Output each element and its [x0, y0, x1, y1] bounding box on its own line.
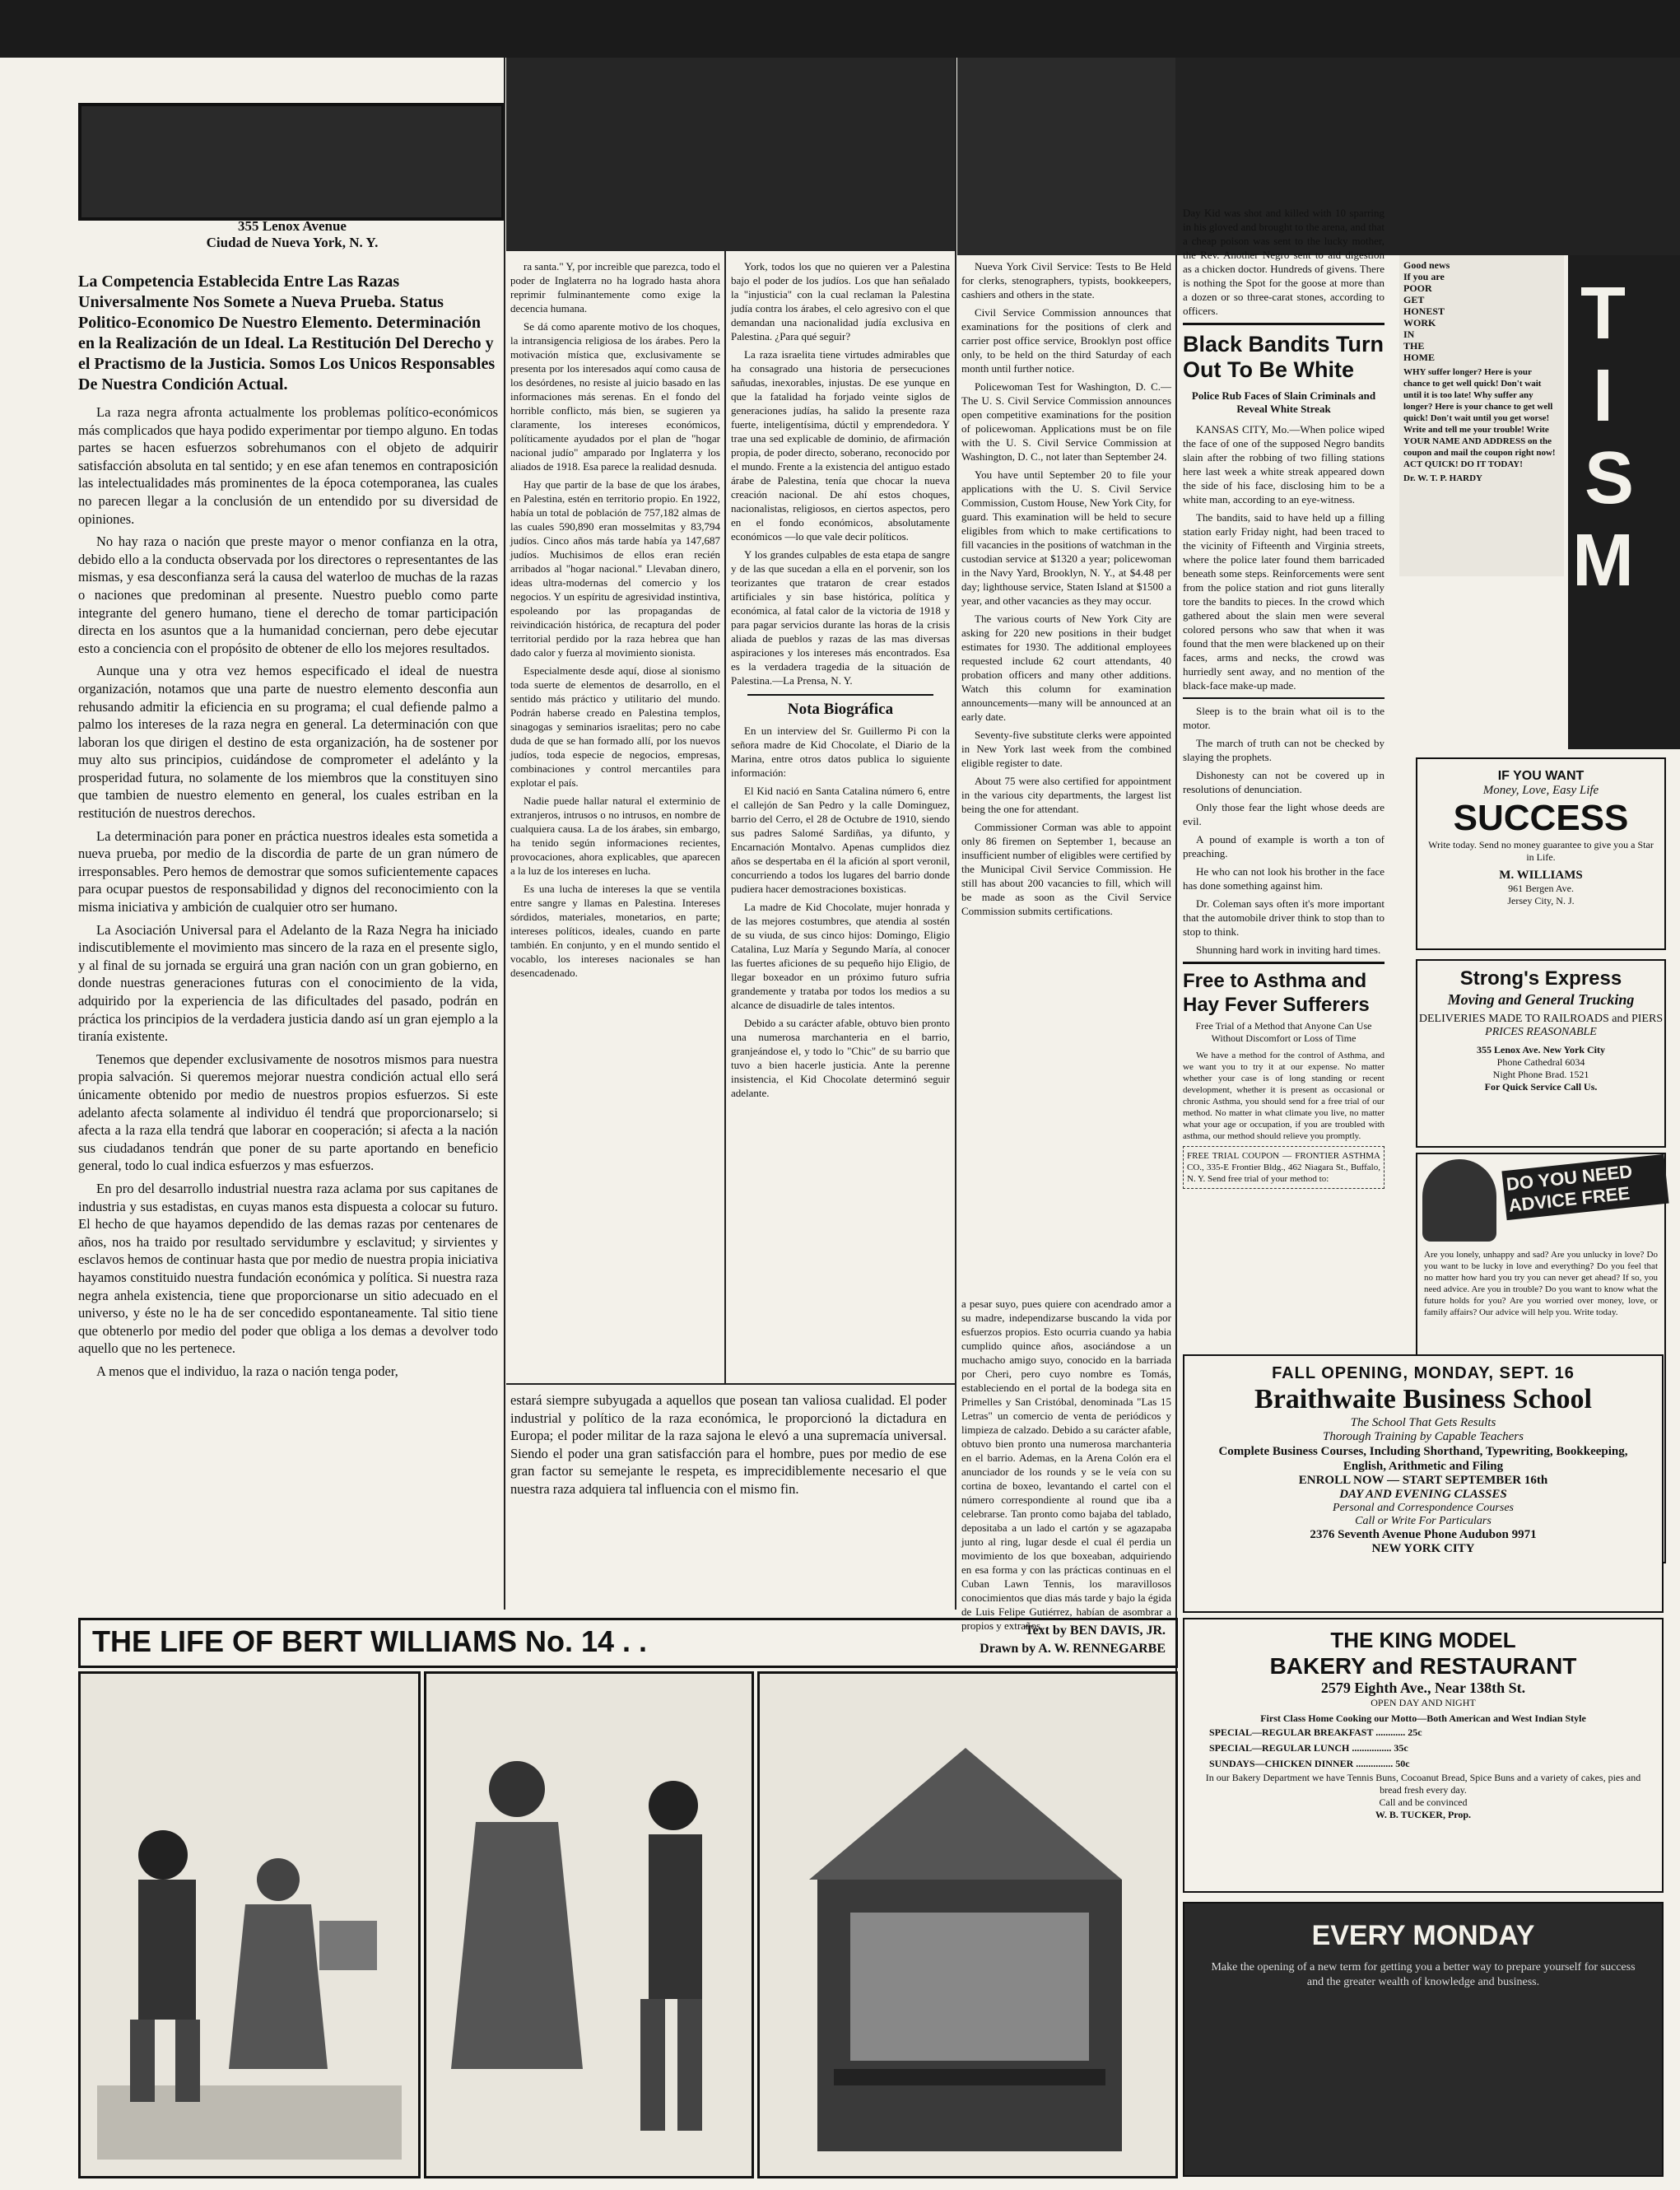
- article-paragraph: a pesar suyo, pues quiere con acendrado amor a su madre, independizarse buscando la vida por esfuerzos propios. Esto ocurria cuando ya habia cumplido quince años, asociándose a un muchacho amigo suyo, conocido en la barriada por Cheri, pero cuyo nombre es Tomás, estableciendo en el portal de la bodega sita en Primelles y San Cristóbal, denominada "Las 15 Letras" un comercio de venta de periódicos y limpieza de calzado. Debido a su carácter afable, obtuvo bien pronto una numerosa marchanteria en el barrio. Ademas, en la Arena Colón era el anunciador de los rounds y se le veía con su cortina de boxeo, levantando el cartel con el número correspondiente al round que iba a celebrarse. Tan pronto como bajaba del tablado, depositaba a un lado el cartón y se agazapaba junto al ring, lugar desde el cual él perdia un movimiento de los que boxeaban, adquiriendo en esa forma y con las prácticas continuas en el Cuban Lawn Tennis, los maravillosos conocimientos que dias más tarde y bajo la égida de Luis Felipe Gutiérrez, habían de asombrar a propios y extraños.: [961, 1298, 1171, 1632]
- article-paragraph: Policewoman Test for Washington, D. C.—The U. S. Civil Service Commission announces open competitive examinations for the position of policewoman. Applications must be on file with the U. S. Civil Service Commission at Washington, D. C., not later than September 24.: [961, 380, 1171, 463]
- article-paragraph: Tenemos que depender exclusivamente de nosotros mismos para nuestra propia salvación. Si queremos mejorar nuestra condición actual ello será únicamente obtenido por medio de nuestros propios esfuerzos. Si este adelanto afecta solamente al individuo él tendrá que proporcionarselo; si afecta a la raza ella tendrá que laborar en cooperación; si afecta a la nación sus ciudadanos tendrán que poner de su parte aportando en beneficio general, todo lo cual indica esfuerzos y mas esfuerzos.: [78, 1051, 498, 1174]
- success-big: SUCCESS: [1453, 798, 1629, 838]
- comic-title-bar: [78, 1618, 1178, 1668]
- success-body: Write today. Send no money guarantee to give you a Star in Life.: [1428, 839, 1654, 863]
- tism-letter: S: [1585, 437, 1635, 520]
- success-mid: Money, Love, Easy Life: [1482, 784, 1599, 797]
- article-paragraph: The various courts of New York City are asking for 220 new positions in their budget estimates for 1930. The additional employees requested include 62 court attendants, 40 probation officers and many other additions. Watch this column for examination announcements—many will be announced at an early date.: [961, 613, 1171, 723]
- article-paragraph: KANSAS CITY, Mo.—When police wiped the face of one of the supposed Negro bandits slain after the robbing of two filling stations here last week a white streak appeared down the side of his face, disclosing him to be a white man, according to an eye-witness.: [1183, 423, 1384, 506]
- article-paragraph: The bandits, said to have held up a filling station early Friday night, had been traced to the vicinity of Fifteenth and Virginia streets, where the police later found them barricaded beneath some steps. Reinforcements were sent from the police station and riot guns literally tore the bandits to pieces. In the crowd which gathered about the slain men were several colored persons who saw that when it was found that the men were blackened up on their faces, arms and necks, the crowd was hurriedly sent away, and no mention of the black-face make-up made.: [1183, 511, 1384, 692]
- article-paragraph: ra santa." Y, por increible que parezca, todo el poder de Inglaterra no ha logrado hasta ahora reprimir fulminantemente como exige la decencia humana.: [510, 260, 720, 315]
- braithwaite-name: Braithwaite Business School: [1254, 1384, 1592, 1414]
- article-paragraph: Aunque una y otra vez hemos especificado el ideal de nuestra organización, notamos que una parte de nuestro elemento desconfia aun rehusando admitir la eficiencia en su programa; el cual defiende palmo a palmo los intereses de la raza negra en general. La determinación con que laboran los que dirigen el destino de esta organización, ha de sostener por muy alto sus principios, cuidándose de comprometer el adelánto y la prosperidad futura, no solamente de los miembros que la constituyen sino que tambien de nuestro elemento en general, los cuales estriban en la restitución de nuestros derechos.: [78, 663, 498, 822]
- article-paragraph: La raza negra afronta actualmente los problemas político-económicos más complicados que haya podido experimentar por tiempo alguno. En todas partes se hacen esfuerzos sobrehumanos con el objeto de adquirir satisfacción absoluta en tal sentido; y en ese afan tenemos en contraposición las intelectualidades más prominentes de la época cotemporanea, las cuales no parecen llegar a la conclusión de un entendido por su diversidad de opiniones.: [78, 404, 498, 527]
- masthead: [78, 218, 506, 251]
- masthead-address: 355 Lenox Avenue: [238, 218, 347, 234]
- article-paragraph: La Asociación Universal para el Adelanto de la Raza Negra ha iniciado indiscutiblemente el movimiento mas sincero de la raza en el presente siglo, y al final de su jornada se erguirá una gran nación con un gran gobierno, en donde nuestras generaciones futuras con el conocimiento de la vida, adquirido por la experiencia de las dificultades del pasado, podrán en práctica los principios de la verdadera justicia dando así un gran ejemplo a la tiranía existente.: [78, 921, 498, 1045]
- king-model-ad: [1183, 1618, 1664, 1893]
- braithwaite-enroll: ENROLL NOW — START SEPTEMBER 16th: [1298, 1474, 1548, 1487]
- divider: [1183, 697, 1384, 699]
- success-addr: 961 Bergen Ave.: [1508, 883, 1574, 894]
- comic-drawing: [760, 1674, 1175, 2176]
- palestine-continued: [731, 259, 950, 1379]
- article-paragraph: En un interview del Sr. Guillermo Pi con la señora madre de Kid Chocolate, el Diario de la Marina, entre otros datos publica lo siguiente información:: [731, 725, 950, 779]
- monday-body: Make the opening of a new term for getting you a better way to prepare yourself for success and the greater wealth of knowledge and business.: [1211, 1961, 1636, 1988]
- king-open: OPEN DAY AND NIGHT: [1371, 1697, 1476, 1708]
- king-title: BAKERY and RESTAURANT: [1269, 1653, 1577, 1679]
- article-paragraph: York, todos los que no quieren ver a Palestina bajo el poder de los judíos. Los que han señalado la "injusticia" con la cual reclaman la Palestina judía contra los árabes, el celo agresivo con el que demandan una nacionalidad judía exclusiva en Palestina. ¿Para qué seguir?: [731, 260, 950, 342]
- lead-article-end: [510, 1391, 947, 1614]
- article-paragraph: Seventy-five substitute clerks were appointed in New York last week from the combined eligible register to date.: [961, 729, 1171, 769]
- article-paragraph: Commissioner Corman was able to appoint only 86 firemen on September 1, because an insufficient number of eligibles were certified by the Municipal Civil Service Commission. He still has about 200 vacancies to fill, which will be made as soon as the Civil Service Commission submits certifications.: [961, 821, 1171, 917]
- braithwaite-tag: Thorough Training by Capable Teachers: [1323, 1430, 1524, 1443]
- strongs-line: PRICES REASONABLE: [1485, 1026, 1597, 1038]
- strongs-quick: For Quick Service Call Us.: [1484, 1081, 1598, 1093]
- masthead-city: Ciudad de Nueva York, N. Y.: [206, 235, 379, 250]
- faded-column-top: [957, 58, 1175, 255]
- ad-line: HONEST: [1403, 305, 1445, 317]
- ad-line: IN: [1403, 328, 1415, 340]
- strongs-phone: Night Phone Brad. 1521: [1492, 1069, 1589, 1080]
- civil-service-article: [961, 259, 1171, 1297]
- king-menu-item: SPECIAL—REGULAR BREAKFAST ............ 25c: [1209, 1726, 1422, 1738]
- article-paragraph: estará siempre subyugada a aquellos que posean tan valiosa cualidad. El poder industrial y político de la raza económica, le proporcionó la dictadura en Europa; el poder militar de la raza sajona le elevó a una supremacía universal. Siendo el poder una gran satisfacción para el hombre, pues por medio de ese gran factor su semejante le respeta, es imprecidiblemente necesario el que nuestra raza adquiera tal influencia con el mismo fin.: [510, 1392, 947, 1497]
- comic-credit: Text by BEN DAVIS, JR.: [1025, 1624, 1166, 1638]
- king-call: Call and be convinced: [1379, 1796, 1468, 1808]
- king-addr: 2579 Eighth Ave., Near 138th St.: [1320, 1680, 1526, 1696]
- lead-headline: La Competencia Establecida Entre Las Razas Universalmente Nos Somete a Nueva Prueba. Status Politico-Economico De Nuestro Elemento. Determinación en la Realización de un Ideal. La Restitución Del Derecho y el Practismo de la Justicia. Somos Los Unicos Responsables De Nuestra Condición Actual.: [78, 273, 496, 394]
- asthma-body: We have a method for the control of Asthma, and we want you to try it at our expense. No matter whether your case is of long standing or recent development, whether it is present as occasional or chronic Asthma, you should send for a free trial of our method. No matter in what climate you live, no matter what your age or occupation, if you are troubled with asthma, our method should relieve you promptly.: [1183, 1051, 1384, 1141]
- turbaned-figure-icon: [1422, 1159, 1496, 1242]
- comic-drawing: [426, 1674, 752, 2176]
- ad-line: POOR: [1403, 282, 1432, 294]
- advice-banner: DO YOU NEED ADVICE FREE: [1501, 1154, 1668, 1220]
- proverb: Dishonesty can not be covered up in resolutions of denunciation.: [1183, 769, 1384, 795]
- tism-letter: T: [1580, 273, 1626, 355]
- braithwaite-addr: 2376 Seventh Avenue Phone Audubon 9971: [1310, 1528, 1537, 1541]
- article-paragraph: Hay que partir de la base de que los árabes, en Palestina, estén en territorio propio. En 1922, había un total de población de 757,182 almas de las cuales 590,890 eran mosselmitas y 83,794 judíos. Cinco años más tarde había ya 147,687 judíos. Muchisimos de ellos eran recién arribados al "hogar nacional." Llevaban dinero, ideas ultra-modernas del comercio y los negocios. Y un espíritu de agresividad instintiva, espoleando por las propagandas de reivindicación histórica, de recaptura del poder territorial perdido por la raza hebrea que han dado calor y fuerza al movimiento sionista.: [510, 478, 720, 659]
- braithwaite-tag: The School That Gets Results: [1350, 1416, 1496, 1429]
- comic-panel-3: [757, 1671, 1178, 2178]
- article-paragraph: No hay raza o nación que preste mayor o menor confianza en la otra, debido ello a la conducta observada por los directores o representantes de las mismas, y esa desconfianza será la causa del waterloo de muchas de la razas o naciones que predominan al presente. Nuestro pueblo como parte integrante del genero humano, tiene el derecho de tomar participación directa en los asuntos que a la humanidad conciernan, pero debe ejecutar esto a conciencia con el propósito de obtener de ello los mejores resultados.: [78, 534, 498, 656]
- article-paragraph: La madre de Kid Chocolate, mujer honrada y de las mejores costumbres, que atendia al sostén de su viuda, de sus cinco hijos: Domingo, Eligio Catalina, Luz María y Segundo María, al conocer las fuertes aficiones de su pequeño hijo Eligio, de llegar boxeador en un próximo futuro sufria grandemente y trataba por todos los medios a su alcance de disuadirle de tales intentos.: [731, 901, 950, 1011]
- monday-title: EVERY MONDAY: [1311, 1920, 1535, 1951]
- asthma-headline: Free to Asthma and Hay Fever Sufferers: [1183, 970, 1370, 1016]
- top-ad-text: [1403, 259, 1560, 580]
- tism-letter: M: [1572, 520, 1634, 602]
- comic-panel-1: [78, 1671, 421, 2178]
- article-paragraph: Especialmente desde aquí, diose al sionismo toda suerte de elementos de desarrollo, en el sentido más práctico y utilitario del mundo. Podrán haberse creado en Palestina templos, sinagogas y seminarios israelitas; pero no cabe duda de que se han formado allí, por los nuevos judíos, toda especie de negocios, empresas, combinaciones y control mercantiles para explotar el país.: [510, 664, 720, 789]
- braithwaite-top: FALL OPENING, MONDAY, SEPT. 16: [1272, 1364, 1575, 1382]
- success-addr: Jersey City, N. J.: [1507, 895, 1575, 906]
- success-ad: [1416, 757, 1666, 950]
- article-paragraph: Y los grandes culpables de esta etapa de sangre y de las que sucedan a ella en el porvenir, son los teorizantes que trataron de crear estados artificiales y sin base histórica, política y económica, al fatal calor de la victoria de 1918 y para pagar servicios durante las horas de la crisis aliada de pueblos y razas de las mas diversas aspiraciones y los intereses más encontrados. Esa es la verdadera tragedia de la situación de Palestina.—La Prensa, N. Y.: [731, 548, 950, 687]
- column-rule: [724, 58, 726, 1383]
- braithwaite-classes: DAY AND EVENING CLASSES: [1339, 1488, 1507, 1501]
- divider: [1183, 962, 1384, 964]
- divider: [747, 694, 933, 696]
- ad-line: THE: [1403, 340, 1425, 352]
- king-menu-item: SUNDAYS—CHICKEN DINNER ............... 50c: [1209, 1758, 1410, 1769]
- braithwaite-corr: Personal and Correspondence Courses: [1333, 1502, 1514, 1514]
- every-monday-ad: [1183, 1902, 1664, 2177]
- faded-column-top: [506, 58, 955, 251]
- ad-line: WORK: [1403, 317, 1436, 328]
- king-cooking: First Class Home Cooking our Motto—Both American and West Indian Style: [1260, 1712, 1586, 1724]
- lead-article: [78, 272, 498, 1385]
- braithwaite-city: NEW YORK CITY: [1371, 1542, 1475, 1555]
- braithwaite-call: Call or Write For Particulars: [1355, 1515, 1492, 1527]
- divider: [1183, 323, 1384, 325]
- comic-panel-2: [424, 1671, 754, 2178]
- article-paragraph: Civil Service Commission announces that examinations for the positions of clerk and carrier post office service, Brooklyn post office only, to be held on the third Saturday of each month until further notice.: [961, 306, 1171, 375]
- asthma-subhead: Free Trial of a Method that Anyone Can Use Without Discomfort or Loss of Time: [1195, 1020, 1372, 1044]
- palestine-article: [510, 259, 720, 1379]
- top-ad-signer: Dr. W. T. P. HARDY: [1403, 473, 1482, 483]
- proverb: The march of truth can not be checked by slaying the prophets.: [1183, 737, 1384, 763]
- article-paragraph: La raza israelita tiene virtudes admirables que ha consagrado una historia de persecuciones sañudas, inexorables, injustas. De ese yunque en que la fatalidad ha forjado veinte siglos de generaciones judías, ha salido la presente raza fuerte, inteligentísima, dúctil y emprendedora. Y trae una sed explicable de dominio, de afirmación propia, de poder directo, soberano, reconocido por el mundo. Frente a la existencia del antiguo estado árabe de Palestina, tenía que chocar la nueva creación nacional. De ahí estos choques, nacionalistas, religiosos, en ciertos aspectos, pero en el fondo económicos, absolutamente económicos —lo que vale decir políticos.: [731, 348, 950, 543]
- ad-line: If you are: [1403, 271, 1445, 282]
- proverb: Dr. Coleman says often it's more important that the automobile driver think to stop than to stop to think.: [1183, 897, 1384, 938]
- comic-credit: Drawn by A. W. RENNEGARBE: [980, 1642, 1166, 1656]
- article-paragraph: El Kid nació en Santa Catalina número 6, entre el callejón de San Pedro y la calle Dominguez, barrio del Cerro, el 28 de Octubre de 1910, siendo sus padres Salomé Sardiñas, ya difunto, y Encarnación Montalvo. Apenas cumplidos diez años se despertaba en él la afición al sport veronil, concurriendo a todos los lugares del barrio donde pudiera hacer demostraciones boxisticas.: [731, 785, 950, 895]
- braithwaite-courses: Complete Business Courses, Including Shorthand, Typewriting, Bookkeeping, English, Arithmetic and Filing: [1218, 1445, 1628, 1473]
- bandits-headline: Black Bandits Turn Out To Be White: [1183, 332, 1384, 382]
- king-menu-item: SPECIAL—REGULAR LUNCH ................ 35c: [1209, 1742, 1408, 1754]
- comic-title: THE LIFE OF BERT WILLIAMS No. 14 . .: [92, 1624, 647, 1658]
- article-paragraph: A menos que el individuo, la raza o nación tenga poder,: [96, 1363, 398, 1379]
- ad-line: GET: [1403, 294, 1425, 305]
- tism-letter: I: [1593, 355, 1614, 437]
- proverb: He who can not look his brother in the face has done something against him.: [1183, 865, 1384, 892]
- article-paragraph: Es una lucha de intereses la que se ventila entre sangre y llamas en Palestina. Intereses sórdidos, materiales, monetarios, en parte; intereses políticos, ideales, cuando en parte también. En conjunto, y en el mundo sentido el vocablo, los intereses nacionales se han desencadenado.: [510, 883, 720, 979]
- article-paragraph: Se dá como aparente motivo de los choques, la intransigencia religiosa de los árabes. Pero la motivación mística que, exclusivamente se presenta por los interesados aquí como causa de los desórdenes, no resiste al juicio basado en las informaciones más serenas. En el fondo del horrible conflicto, más bien, se sugieren ya claramente, los intereses económicos, políticamente ayudados por el plan de "hogar nacional judío" amparado por Inglaterra y los aliados de 1918. Esa parece la realidad desnuda.: [510, 320, 720, 473]
- strongs-addr: 355 Lenox Ave. New York City: [1477, 1044, 1605, 1055]
- comic-drawing: [81, 1674, 418, 2176]
- success-name: M. WILLIAMS: [1499, 869, 1583, 882]
- ad-line: Good news: [1403, 259, 1450, 271]
- strongs-express-ad: [1416, 959, 1666, 1148]
- top-ad-body: WHY suffer longer? Here is your chance to get well quick! Don't wait until it is too late! Why suffer any longer? Here is your chance to get well quick! Don't wait until you get worse! Write and tell me your trouble! Write YOUR NAME AND ADDRESS on the coupon and mail the coupon right now! ACT QUICK! DO IT TODAY!: [1403, 367, 1556, 469]
- column-rule: [504, 58, 505, 1610]
- strongs-line: DELIVERIES MADE TO RAILROADS and PIERS: [1418, 1013, 1664, 1025]
- proverb: Shunning hard work in inviting hard times.: [1196, 944, 1381, 956]
- article-paragraph: You have until September 20 to file your applications with the U. S. Civil Service Commission, Custom House, New York City, for guard. This examination will be held to secure eligibles from which to make certifications to fill vacancies in the positions of watchman in the custodian service at $1320 a year; policewoman in the Navy Yard, Brooklyn, N. Y., at $4.48 per day; lighthouse service, Staten Island at $1500 a year, and other vacancies as they may occur.: [961, 468, 1171, 607]
- column-rule: [955, 58, 956, 1610]
- article-paragraph: Nadie puede hallar natural el exterminio de extranjeros, intrusos o no intrusos, en nombre de cualquiera causa. La de los árabes, sin embargo, ha tenido según informaciones recientes, provocaciones, ahora explicables, que aparecen a la luz de los intereses en lucha.: [510, 794, 720, 877]
- king-bakery: In our Bakery Department we have Tennis Buns, Cocoanut Bread, Spice Buns and a variety of cakes, pies and bread fresh every day.: [1205, 1772, 1641, 1796]
- strongs-sub: Moving and General Trucking: [1447, 991, 1635, 1008]
- king-prop: W. B. TUCKER, Prop.: [1375, 1809, 1472, 1820]
- masthead-logo: [78, 103, 505, 221]
- advice-body: Are you lonely, unhappy and sad? Are you unlucky in love? Do you want to be lucky in love and everything? Do you feel that no matter how hard you try you can never get ahead? If so, you need advice. Are you in trouble? Do you want to know what the future holds for you? Are you worried over money, love, or family affairs? Our advice will help you. Write today.: [1424, 1250, 1658, 1317]
- article-paragraph: Nueva York Civil Service: Tests to Be Held for clerks, stenographers, typists, bookkeepers, cashiers and others in the state.: [961, 260, 1171, 301]
- top-dark-band: [0, 0, 1680, 58]
- strongs-phone: Phone Cathedral 6034: [1496, 1056, 1585, 1068]
- section-rule: [506, 1383, 955, 1385]
- proverb: Only those fear the light whose deeds are evil.: [1183, 801, 1384, 827]
- article-paragraph: About 75 were also certified for appointment in the various city departments, the largest list being the one for attendant.: [961, 775, 1171, 815]
- bio-title: Nota Biográfica: [787, 701, 894, 718]
- article-paragraph: La determinación para poner en práctica nuestros ideales esta sometida a nueva prueba, por medio de la discordia de parte de un gran número de irresponsables. Pero hemos de demostrar que somos suficientemente capaces para ocupar puestos de responsabilidad y dignos del reconocimiento con la misma iniciativa y ambición de cualquier otro ser humano.: [78, 827, 498, 916]
- asthma-coupon: FREE TRIAL COUPON — FRONTIER ASTHMA CO., 335-E Frontier Bldg., 462 Niagara St., Buffalo, N. Y. Send free trial of your method to:: [1183, 1146, 1384, 1189]
- proverb: Sleep is to the brain what oil is to the motor.: [1183, 705, 1384, 731]
- strongs-title: Strong's Express: [1459, 967, 1622, 990]
- article-paragraph: Debido a su carácter afable, obtuvo bien pronto una numerosa marchanteria en el barrio, granjeándose el, y todo lo "Chic" de su barrio que tuvo a bien hacerle justicia. Ante la perenne insistencia, el Kid Chocolate determinó seguir adelante.: [731, 1017, 950, 1099]
- king-title: THE KING MODEL: [1330, 1628, 1516, 1652]
- braithwaite-ad: [1183, 1354, 1664, 1613]
- article-paragraph: Day Kid was shot and killed with 10 sparring in his gloved and brought to the arena, and that a cheap poison was sent to the lucky mother, the Rev. Another Negro sent to aid digestion as a chicken doctor. Hundreds of givens. There is nothing the Spot for the goose at more than a dozen or so three-carat stones, according to officers.: [1183, 207, 1384, 317]
- ad-line: HOME: [1403, 352, 1435, 363]
- success-top: IF YOU WANT: [1497, 769, 1585, 783]
- article-paragraph: En pro del desarrollo industrial nuestra raza aclama por sus capitanes de industria y sus estadistas, en cuyas manos esta dispuesta a colocar su futuro. El hecho de que hayamos dependido de las demas razas por centenares de años, nos ha traido por resultado servidumbre y esclavitud; y sirvientes y esclavos hemos de continuar hasta que por medio de nuestra propia iniciativa hayamos constituido nuestra fundación económica y política. Si nuestra raza negra anhela existencia, tiene que proporcionarse un sitio adecuado en el universo, y éste no le ha de ser concedido espontaneamente. Tal sitio tiene que obtenerlo por medio del poder que obliga a los demas a devolver todo aquello que no les pertenece.: [78, 1180, 498, 1357]
- bandits-subhead: Police Rub Faces of Slain Criminals and Reveal White Streak: [1191, 389, 1376, 415]
- proverb: A pound of example is worth a ton of preaching.: [1183, 833, 1384, 860]
